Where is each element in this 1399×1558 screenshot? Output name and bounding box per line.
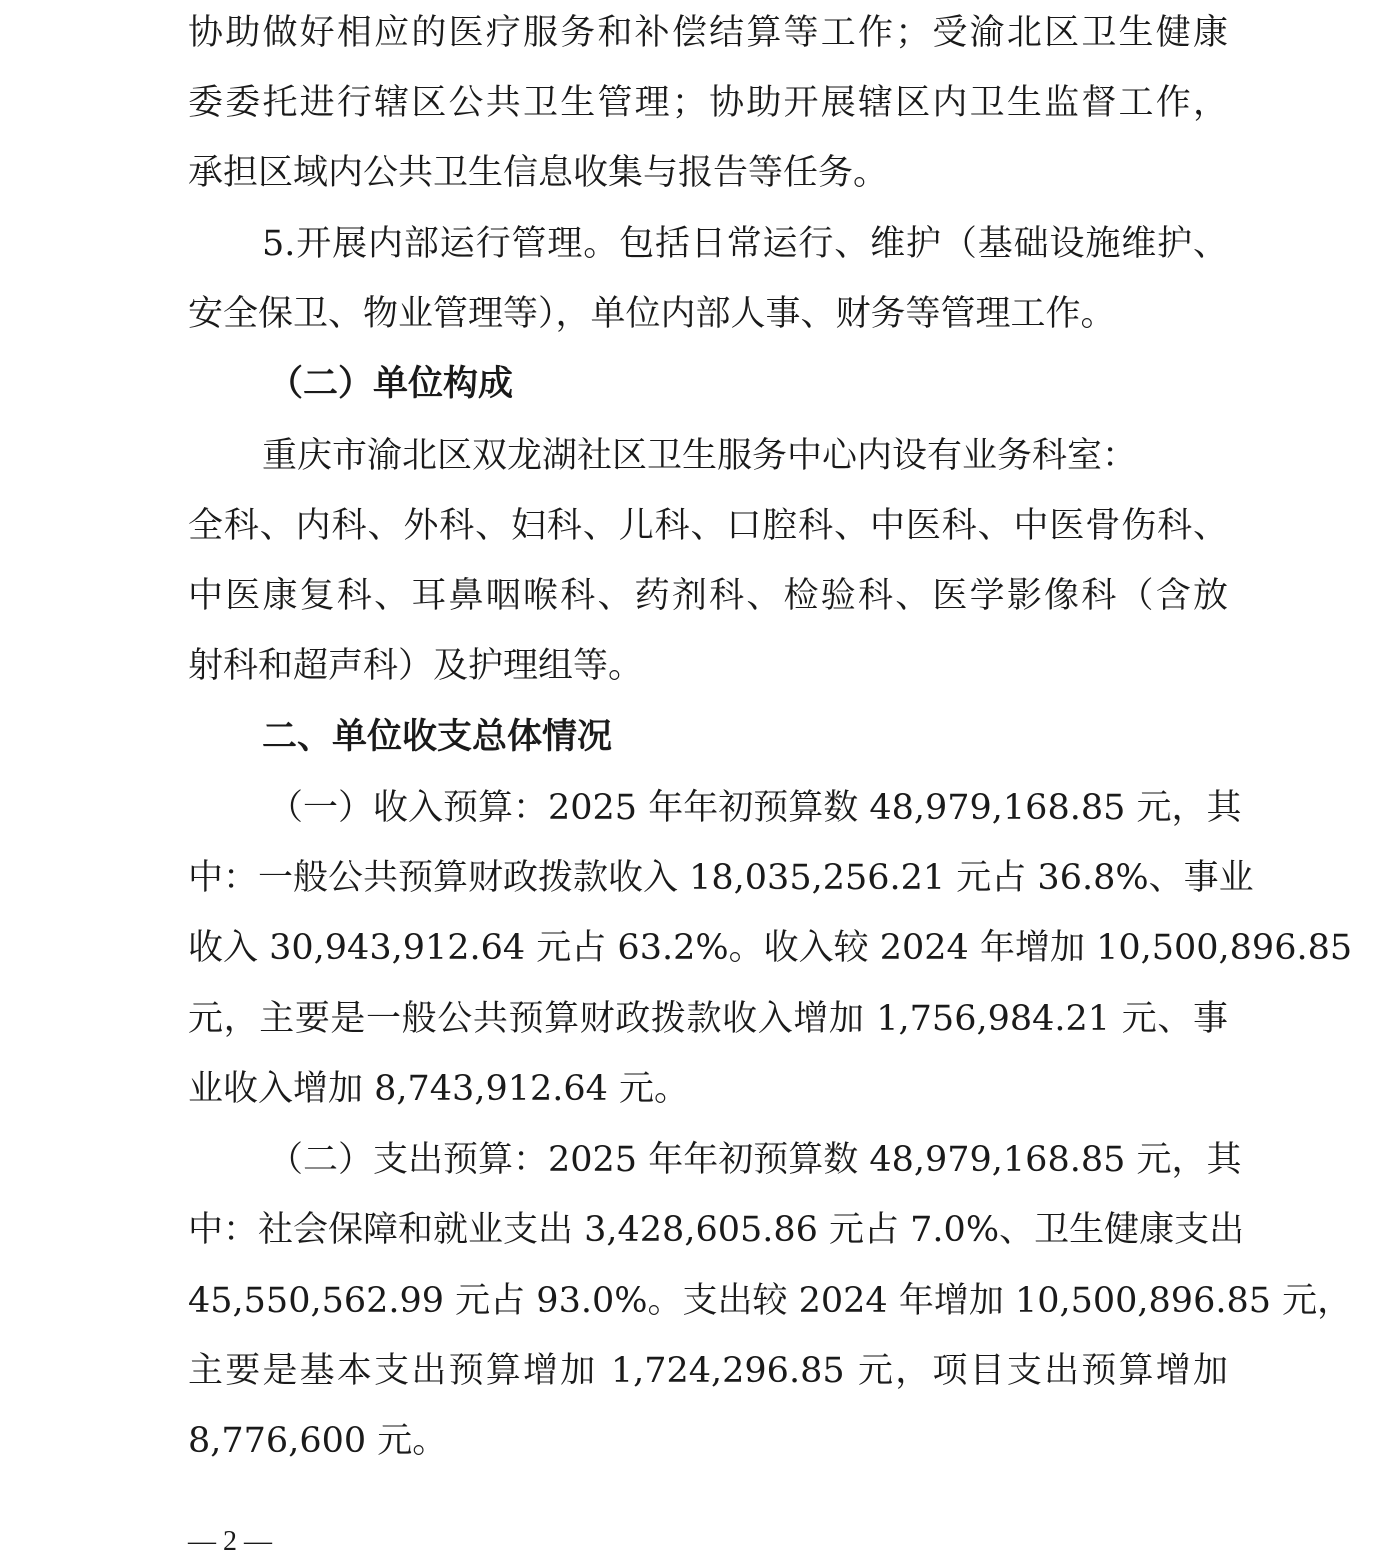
paragraph-line: 中：社会保障和就业支出 3,428,605.86 元占 7.0%、卫生健康支出 <box>188 1210 1245 1250</box>
paragraph-line: 中：一般公共预算财政拨款收入 18,035,256.21 元占 36.8%、事业 <box>188 858 1254 898</box>
page-number: — 2 — <box>188 1526 272 1557</box>
paragraph-line: （一）收入预算：2025 年年初预算数 48,979,168.85 元，其 <box>268 788 1242 828</box>
paragraph-line: 中医康复科、耳鼻咽喉科、药剂科、检验科、医学影像科（含放 <box>188 576 1228 616</box>
paragraph-line: 主要是基本支出预算增加 1,724,296.85 元，项目支出预算增加 <box>188 1351 1228 1391</box>
paragraph-line: 重庆市渝北区双龙湖社区卫生服务中心内设有业务科室： <box>262 436 1138 476</box>
section-heading: 二、单位收支总体情况 <box>262 716 613 757</box>
paragraph-line: 业收入增加 8,743,912.64 元。 <box>188 1069 690 1109</box>
section-subheading: （二）单位构成 <box>268 363 514 404</box>
paragraph-line: 收入 30,943,912.64 元占 63.2%。收入较 2024 年增加 10,500,896.85 <box>188 928 1353 968</box>
paragraph-line: 安全保卫、物业管理等），单位内部人事、财务等管理工作。 <box>188 294 1116 334</box>
paragraph-line: 5.开展内部运行管理。包括日常运行、维护（基础设施维护、 <box>262 224 1228 264</box>
paragraph-line: （二）支出预算：2025 年年初预算数 48,979,168.85 元，其 <box>268 1140 1242 1180</box>
paragraph-line: 承担区域内公共卫生信息收集与报告等任务。 <box>188 153 889 193</box>
paragraph-line: 元，主要是一般公共预算财政拨款收入增加 1,756,984.21 元、事 <box>188 999 1228 1039</box>
paragraph-line: 8,776,600 元。 <box>188 1421 448 1461</box>
paragraph-line: 委委托进行辖区公共卫生管理；协助开展辖区内卫生监督工作， <box>188 83 1228 123</box>
paragraph-line: 协助做好相应的医疗服务和补偿结算等工作；受渝北区卫生健康 <box>188 13 1228 53</box>
paragraph-line: 射科和超声科）及护理组等。 <box>188 646 644 686</box>
paragraph-line: 全科、内科、外科、妇科、儿科、口腔科、中医科、中医骨伤科、 <box>188 506 1228 546</box>
paragraph-line: 45,550,562.99 元占 93.0%。支出较 2024 年增加 10,500,896.85 元， <box>188 1281 1353 1321</box>
